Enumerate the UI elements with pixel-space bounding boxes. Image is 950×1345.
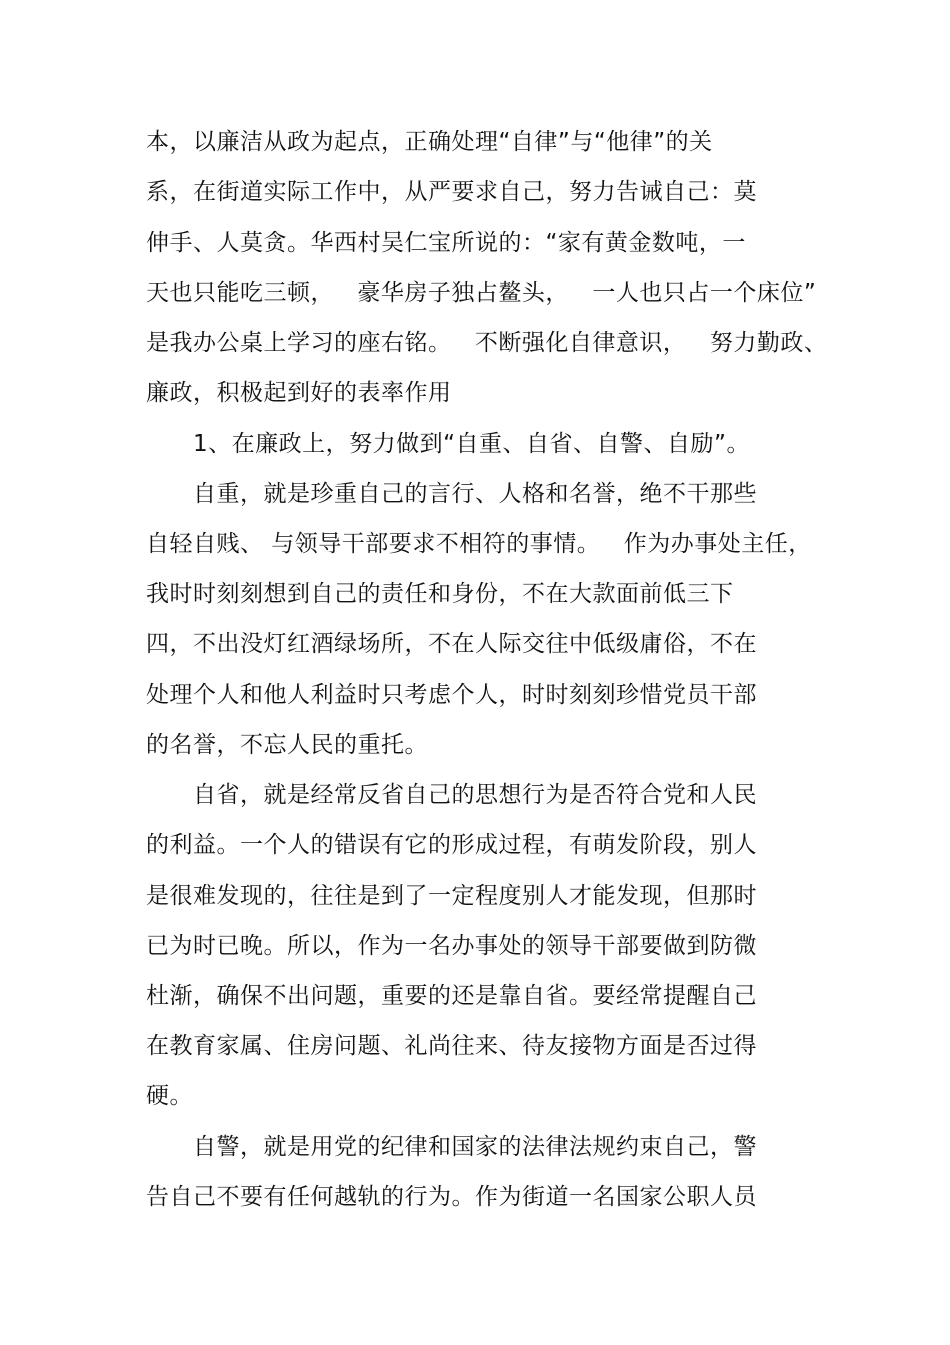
- text-line: 自省，就是经常反省自己的思想行为是否符合党和人民: [193, 782, 757, 808]
- text-line: 我时时刻刻想到自己的责任和身份，不在大款面前低三下: [146, 581, 734, 607]
- text-line: 天也只能吃三顿， 豪华房子独占鳌头， 一人也只占一个床位”: [146, 280, 817, 306]
- text-line: 自轻自贱、 与领导干部要求不相符的事情。 作为办事处主任，: [146, 531, 812, 557]
- text-line: 杜渐，确保不出问题，重要的还是靠自省。要经常提醒自己: [146, 983, 757, 1009]
- text-line: 自警，就是用党的纪律和国家的法律法规约束自己，警: [193, 1134, 757, 1160]
- text-line: 处理个人和他人利益时只考虑个人，时时刻刻珍惜党员干部: [146, 682, 757, 708]
- text-line: 在教育家属、住房问题、礼尚往来、待友接物方面是否过得: [146, 1033, 757, 1059]
- text-line: 是很难发现的，往往是到了一定程度别人才能发现，但那时: [146, 883, 757, 909]
- text-line: 的名誉，不忘人民的重托。: [146, 732, 428, 758]
- text-line: 廉政，积极起到好的表率作用: [146, 380, 452, 406]
- text-line: 伸手、人莫贪。华西村吴仁宝所说的：“家有黄金数吨，一: [146, 230, 746, 256]
- text-line: 的利益。一个人的错误有它的形成过程，有萌发阶段，别人: [146, 832, 757, 858]
- text-line: 告自己不要有任何越轨的行为。作为街道一名国家公职人员: [146, 1184, 757, 1210]
- section-heading: 1、在廉政上，努力做到“自重、自省、自警、自励”。: [193, 431, 750, 457]
- text-line: 系，在街道实际工作中，从严要求自己，努力告诫自己：莫: [146, 179, 757, 205]
- text-line: 四，不出没灯红酒绿场所，不在人际交往中低级庸俗，不在: [146, 631, 757, 657]
- text-line: 硬。: [146, 1083, 193, 1109]
- text-line: 已为时已晚。所以，作为一名办事处的领导干部要做到防微: [146, 933, 757, 959]
- text-line: 自重，就是珍重自己的言行、人格和名誉，绝不干那些: [193, 481, 757, 507]
- text-line: 是我办公桌上学习的座右铭。 不断强化自律意识， 努力勤政、: [146, 330, 828, 356]
- text-line: 本，以廉洁从政为起点，正确处理“自律”与“他律”的关: [146, 129, 713, 155]
